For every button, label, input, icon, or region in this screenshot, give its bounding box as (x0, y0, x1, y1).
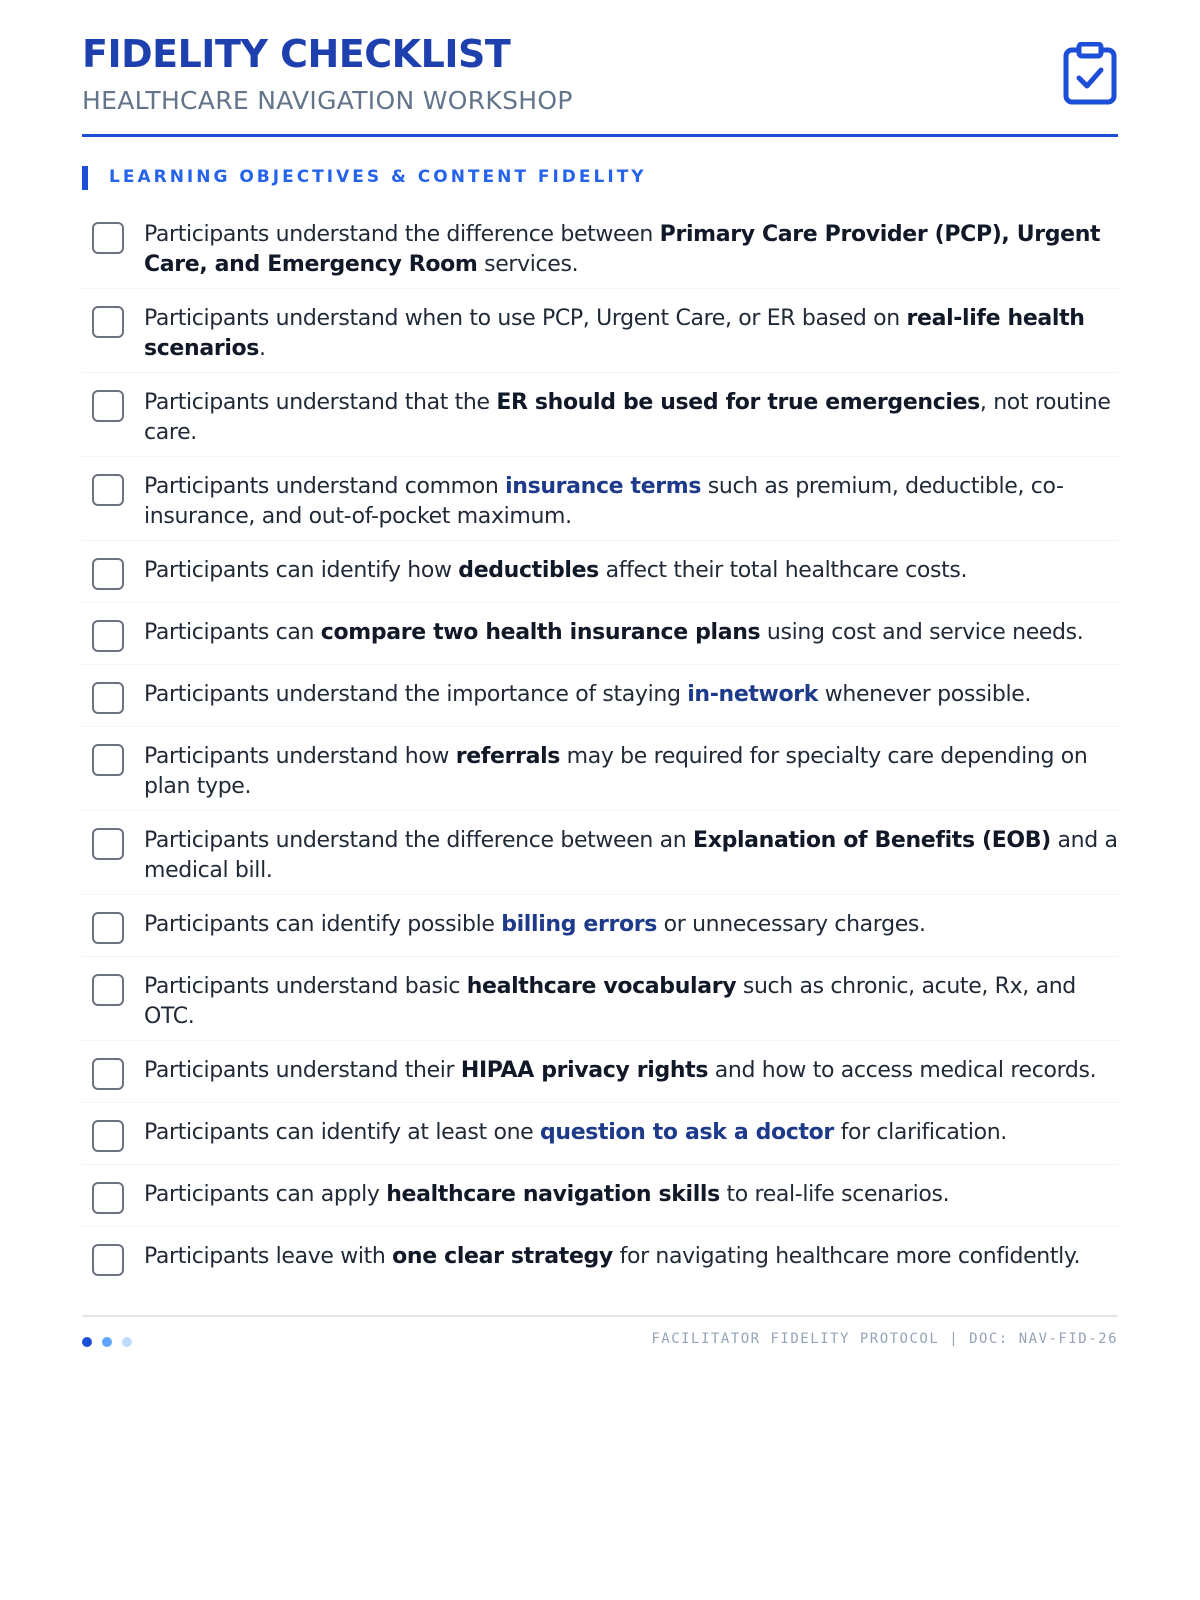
text-segment: such as chronic, acute, Rx, and OTC. (144, 974, 1076, 1029)
text-segment: Participants understand when to use PCP, Urgent Care, or ER based on (144, 306, 907, 331)
checklist-item-text (144, 556, 967, 586)
text-segment: Participants understand the difference between an (144, 828, 694, 853)
checklist-item (82, 205, 1118, 289)
highlight-term: in-network (687, 682, 819, 707)
checklist-item (82, 1103, 1118, 1165)
checkbox[interactable] (92, 1182, 124, 1214)
checklist-item-text (144, 1242, 1080, 1272)
bold-term: HIPAA privacy rights (460, 1058, 709, 1083)
text-segment: Participants can identify at least one (144, 1120, 540, 1145)
text-segment: affect their total healthcare costs. (598, 558, 968, 583)
bold-term: compare two health insurance plans (320, 620, 761, 645)
checkbox[interactable] (92, 1244, 124, 1276)
checklist-item (82, 457, 1118, 541)
highlight-term: insurance terms (505, 474, 702, 499)
checklist-item (82, 1227, 1118, 1289)
page-title: FIDELITY CHECKLIST (82, 32, 511, 76)
checklist-item-text (144, 388, 1118, 448)
checklist-item-text (144, 220, 1118, 280)
checklist-item (82, 665, 1118, 727)
text-segment: Participants understand the difference between (144, 222, 660, 247)
text-segment: Participants can apply (144, 1182, 387, 1207)
checkbox[interactable] (92, 828, 124, 860)
section-header (82, 165, 1118, 191)
text-segment: Participants understand how (144, 744, 456, 769)
checklist-item (82, 289, 1118, 373)
checkbox[interactable] (92, 306, 124, 338)
checklist-item (82, 895, 1118, 957)
bold-term: referrals (455, 744, 561, 769)
checklist-item (82, 727, 1118, 811)
bold-term: Primary Care Provider (PCP), Urgent Care, and Emergency Room (144, 222, 1101, 277)
text-segment: for navigating healthcare more confidently. (612, 1244, 1081, 1269)
dot-icon (82, 1337, 92, 1347)
bold-term: healthcare navigation skills (386, 1182, 720, 1207)
checklist-item-text (144, 910, 926, 940)
page-subtitle: HEALTHCARE NAVIGATION WORKSHOP (82, 86, 573, 115)
checklist-item-text (144, 618, 1083, 648)
text-segment: for clarification. (833, 1120, 1007, 1145)
dot-icon (102, 1337, 112, 1347)
checkbox[interactable] (92, 912, 124, 944)
clipboard-check-icon (1062, 42, 1118, 106)
checklist-item-text (144, 1118, 1007, 1148)
checklist (82, 205, 1118, 1289)
text-segment: Participants understand their (144, 1058, 461, 1083)
text-segment: such as premium, deductible, co-insurance, and out-of-pocket maximum. (144, 474, 1064, 529)
text-segment: Participants can identify how (144, 558, 459, 583)
text-segment: Participants understand the importance of staying (144, 682, 688, 707)
pagination-dots (82, 1337, 132, 1347)
checklist-item-text (144, 826, 1118, 886)
text-segment: or unnecessary charges. (656, 912, 926, 937)
checklist-item (82, 1041, 1118, 1103)
checklist-item-text (144, 1056, 1096, 1086)
bold-term: deductibles (458, 558, 599, 583)
text-segment: Participants understand basic (144, 974, 467, 999)
bold-term: one clear strategy (392, 1244, 613, 1269)
text-segment: may be required for specialty care depending on plan type. (144, 744, 1088, 799)
checklist-item-text (144, 742, 1118, 802)
section-title: LEARNING OBJECTIVES & CONTENT FIDELITY (109, 167, 647, 187)
checklist-item (82, 373, 1118, 457)
text-segment: Participants understand common (144, 474, 506, 499)
text-segment: using cost and service needs. (760, 620, 1084, 645)
checkbox[interactable] (92, 1120, 124, 1152)
text-segment: to real-life scenarios. (719, 1182, 950, 1207)
checkbox[interactable] (92, 974, 124, 1006)
text-segment: Participants can identify possible (144, 912, 502, 937)
section-accent-bar (82, 166, 88, 190)
checkbox[interactable] (92, 1058, 124, 1090)
checkbox[interactable] (92, 558, 124, 590)
text-segment: services. (477, 252, 579, 277)
checklist-item (82, 957, 1118, 1041)
checkbox[interactable] (92, 620, 124, 652)
text-segment: whenever possible. (818, 682, 1032, 707)
checklist-item-text (144, 680, 1031, 710)
text-segment: Participants leave with (144, 1244, 393, 1269)
text-segment: . (259, 336, 266, 361)
checklist-item-text (144, 972, 1118, 1032)
checklist-item-text (144, 472, 1118, 532)
checklist-item-text (144, 304, 1118, 364)
bold-term: Explanation of Benefits (EOB) (693, 828, 1051, 853)
footer-doc-id: FACILITATOR FIDELITY PROTOCOL | DOC: NAV-FID-26 (651, 1331, 1118, 1347)
highlight-term: question to ask a doctor (540, 1120, 834, 1145)
text-segment: Participants understand that the (144, 390, 497, 415)
highlight-term: billing errors (501, 912, 657, 937)
checklist-item-text (144, 1180, 949, 1210)
checklist-item (82, 1165, 1118, 1227)
checklist-item (82, 603, 1118, 665)
checkbox[interactable] (92, 222, 124, 254)
bold-term: healthcare vocabulary (466, 974, 737, 999)
checkbox[interactable] (92, 390, 124, 422)
bold-term: ER should be used for true emergencies (496, 390, 980, 415)
checkbox[interactable] (92, 474, 124, 506)
header (82, 0, 1118, 137)
checkbox[interactable] (92, 744, 124, 776)
bold-term: real-life health scenarios (144, 306, 1085, 361)
text-segment: , not routine care. (144, 390, 1111, 445)
text-segment: Participants can (144, 620, 321, 645)
text-segment: and a medical bill. (144, 828, 1118, 883)
dot-icon (122, 1337, 132, 1347)
checklist-item (82, 811, 1118, 895)
checklist-item (82, 541, 1118, 603)
footer (82, 1315, 1118, 1355)
checkbox[interactable] (92, 682, 124, 714)
text-segment: and how to access medical records. (708, 1058, 1097, 1083)
